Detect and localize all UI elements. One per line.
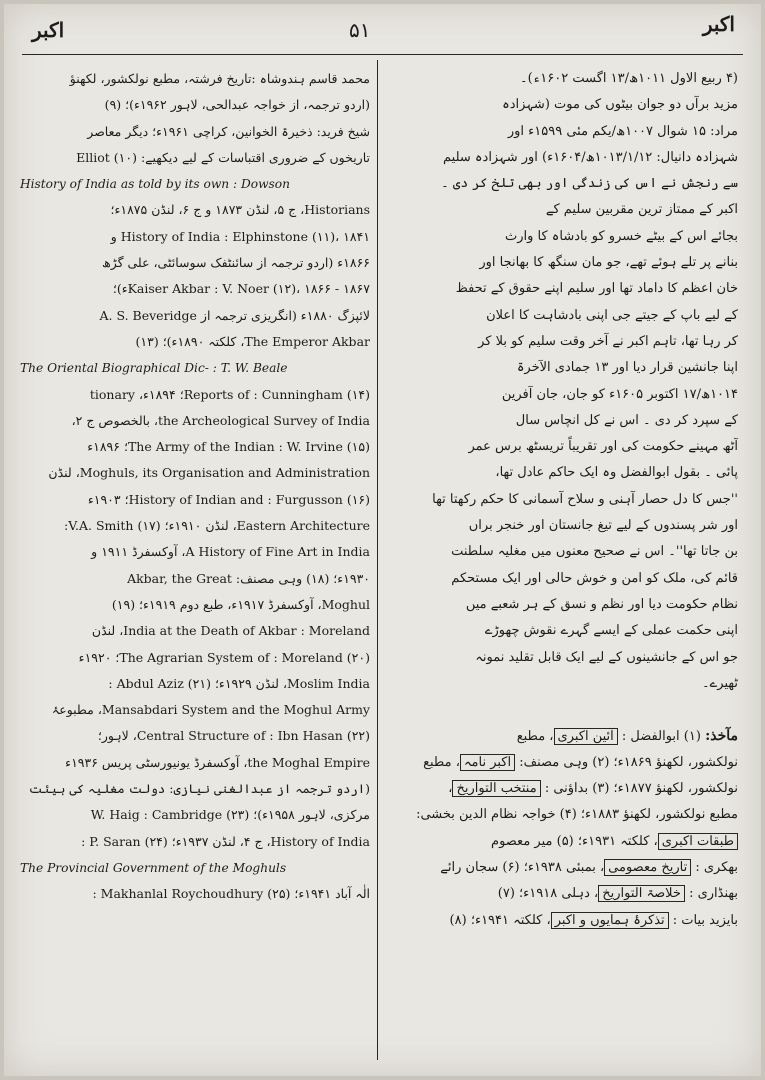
- source-title: آئین اکبری: [554, 728, 618, 745]
- text-line: History of India، ج ۴، لنڈن ۱۹۳۷ء؛ (۲۴) P. Saran :: [81, 833, 370, 849]
- text-line: مراد: ۱۵ شوال ۱۰۰۷ھ/یکم مئی ۱۵۹۹ء اور: [507, 123, 738, 139]
- source-title: تاریخ معصومی: [604, 859, 691, 876]
- text-line: کر رہا تھا، تاہم اکبر نے آخر وقت سلیم کو بلا کر: [478, 333, 738, 349]
- text-line: بنانے پر تلے ہوئے تھے، جو مان سنگھ کا بھانجا اور: [479, 255, 738, 271]
- text-line: History of Indian and : Furgusson (۱۶)؛ ۱۹۰۳ء: [87, 491, 370, 507]
- text-line: The Emperor Akbar، کلکتہ ۱۸۹۰ء)؛ (۱۳): [135, 333, 370, 349]
- text-line: شہزادہ دانیال: ۱۰۱۳/۱/۱۲ھ/۱۶۰۴ء) اور شہزادہ سلیم: [443, 149, 738, 165]
- text-line: لائپزگ ۱۸۸۰ء (انگریزی ترجمہ از A. S. Beveridge: [99, 307, 370, 323]
- source-title: طبقات اکبری: [658, 833, 738, 850]
- source-text: (۱) ابوالفضل :: [621, 729, 701, 745]
- text-line: The Oriental Biographical Dic- : T. W. Beale: [20, 361, 288, 376]
- text-line: بن جاتا تھا''۔ اس نے صحیح معنوں میں مغلیہ سلطنت: [451, 544, 738, 560]
- text-line: بجائے اس کے بیٹے خسرو کو بادشاہ کا وارث: [504, 228, 738, 244]
- sources-line: [388, 776, 738, 802]
- left-column: [20, 66, 370, 1066]
- text-line: ۱۹۳۰ء؛ (۱۸) وہی مصنف: Akbar, the Great: [127, 570, 370, 586]
- source-text: ، مطبع: [516, 729, 554, 745]
- source-text: ، دہلی ۱۹۱۸ء؛ (۷): [497, 886, 599, 902]
- running-header: [4, 4, 761, 56]
- text-line: (اردو ترجمہ، از خواجہ عبدالحی، لاہور ۱۹۶۲ء)؛ (۹): [104, 97, 370, 113]
- header-rule: [22, 54, 743, 55]
- text-line: کے سپرد کر دی ۔ اس نے کل انچاس سال: [515, 412, 738, 428]
- text-line: اور شر پسندوں کے لیے تیغ جانستان اور خنجر براں: [468, 518, 738, 534]
- source-title: خلاصۃ التواریخ: [598, 885, 685, 902]
- text-line: Reports of : Cunningham (۱۴)؛ ۱۸۹۴ء، tionary: [89, 386, 370, 402]
- text-line: History of India as told by its own : Dowson: [20, 177, 290, 192]
- header-right-title: اکبر: [702, 12, 735, 36]
- text-line: شیخ فرید: ذخیرۃ الخوانین، کراچی ۱۹۶۱ء؛ دیگر معاصر: [87, 123, 370, 139]
- text-line: Kaiser Akbar : V. Noer (۱۲)، ۱۸۶۶ - ۱۸۶۷ء)؛: [112, 281, 370, 297]
- source-text: بھنڈاری :: [689, 886, 738, 902]
- text-line: Moslim India، لنڈن ۱۹۲۹ء؛ (۲۱) Abdul Aziz :: [108, 675, 370, 691]
- sources-label: مآخذ:: [705, 728, 738, 745]
- column-divider: [377, 60, 378, 1060]
- page: [4, 4, 761, 1076]
- text-line: Moghuls, its Organisation and Administration، لنڈن: [48, 465, 370, 481]
- source-text: ، بمبئی ۱۹۳۸ء؛ (۶) سجان رائے: [440, 859, 605, 875]
- source-text: بھکری :: [695, 859, 738, 875]
- text-line: (اردو ترجمہ از عبدالغنی نیازی: دولت مغلیہ کی ہیئت: [28, 781, 370, 797]
- sources-line: [388, 908, 738, 934]
- text-line: اکبر کے ممتاز ترین مقربین سلیم کے: [545, 202, 738, 218]
- text-line: خان اعظم کا داماد تھا اور سلیم اپنے حقوق کے تحفظ: [455, 281, 738, 297]
- source-text: نولکشور، لکھنؤ ۱۸۶۹ء؛ (۲) وہی مصنف:: [519, 754, 738, 770]
- text-line: History of India : Elphinstone (۱۱)، ۱۸۴۱ و: [110, 228, 370, 244]
- source-title: تذکرۂ ہمایوں و اکبر: [551, 912, 669, 929]
- text-line: اپنا جانشین قرار دیا اور ۱۳ جمادی الآخرۃ: [516, 360, 738, 376]
- text-line: (۴ ربیع الاول ۱۰۱۱ھ/۱۳ اگست ۱۶۰۲ء)۔: [519, 71, 738, 86]
- source-text: ،: [448, 781, 453, 797]
- text-line: جو اس کے جانشینوں کے لیے ایک قابل تقلید نمونہ: [475, 649, 738, 665]
- text-line: سے رنجش نے اس کی زندگی اور بھی تلخ کر دی ۔: [441, 176, 738, 192]
- sources-line: [388, 750, 738, 776]
- text-line: محمد قاسم ہندوشاہ :تاریخ فرشتہ، مطبع نولکشور، لکھنؤ: [69, 71, 370, 86]
- text-line: Central Structure of : Ibn Hasan (۲۲)، لاہور؛: [97, 728, 370, 744]
- text-line: The Agrarian System of : Moreland (۲۰)؛ ۱۹۲۰ء: [78, 649, 370, 665]
- page-number: ۵۱: [349, 18, 371, 42]
- text-line: مزید برآں دو جوان بیٹوں کی موت (شہزادہ: [502, 97, 738, 113]
- text-line: India at the Death of Akbar : Moreland، لنڈن: [91, 623, 370, 639]
- sources-line: [388, 881, 738, 907]
- text-line: The Army of the Indian : W. Irvine (۱۵)؛ ۱۸۹۶ء: [87, 439, 370, 455]
- text-line: تاریخوں کے ضروری اقتباسات کے لیے دیکھیے: (۱۰) Elliot: [76, 149, 370, 165]
- text-line: کے لیے باپ کے جیتے جی اپنی بادشاہت کا اعلان: [486, 307, 738, 323]
- text-line: اپنی حکمت عملی کے ایسے گہرے نقوش چھوڑے: [484, 623, 738, 639]
- sources-line: مطبع نولکشور، لکھنؤ ۱۸۸۳ء؛ (۴) خواجہ نظام الدین بخشی:: [416, 807, 738, 823]
- text-line: the Archeological Survey of India، بالخصوص ج ۲،: [71, 412, 370, 428]
- right-column: [388, 66, 738, 1066]
- text-line: ٹھیرے۔: [702, 675, 738, 691]
- sources-line: [388, 723, 738, 749]
- text-line: نظام حکومت دیا اور نظم و نسق کے ہر شعبے میں: [465, 596, 738, 612]
- text-line: ۱۰۱۴ھ/۱۷ اکتوبر ۱۶۰۵ء کو جان، جان آفرین: [501, 386, 738, 402]
- source-text: بایزید بیات :: [672, 912, 738, 928]
- text-line: آٹھ مہینے حکومت کی اور تقریباً تریسٹھ برس عمر: [468, 439, 738, 455]
- text-line: مرکزی، لاہور ۱۹۵۸ء)؛ (۲۳) W. Haig : Cambridge: [90, 807, 370, 823]
- source-text: ، کلکتہ ۱۹۳۱ء؛ (۵) میر معصوم: [491, 833, 658, 849]
- text-line: the Moghal Empire، آوکسفرڈ یونیورسٹی پریس ۱۹۳۶ء: [65, 754, 370, 770]
- source-text: نولکشور، لکھنؤ ۱۸۷۷ء؛ (۳) بداؤنی :: [544, 781, 738, 797]
- header-left-title: اکبر: [32, 18, 65, 42]
- text-line: Moghul، آوکسفرڈ ۱۹۱۷ء، طبع دوم ۱۹۱۹ء؛ (۱۹): [111, 596, 370, 612]
- text-line: A History of Fine Art in India، آوکسفرڈ ۱۹۱۱ و: [91, 544, 370, 560]
- sources-line: [388, 855, 738, 881]
- paragraph-gap: [388, 697, 738, 723]
- source-text: ، کلکتہ ۱۹۴۱ء؛ (۸): [449, 912, 551, 928]
- text-line: The Provincial Government of the Moghuls: [20, 860, 287, 875]
- text-line: Mansabdari System and the Moghul Army، مطبوعۂ: [51, 702, 370, 718]
- text-line: Eastern Architecture، لنڈن ۱۹۱۰ء؛ (۱۷) V.A. Smith:: [63, 518, 370, 534]
- text-line: Historians، ج ۵، لنڈن ۱۸۷۳ و ج ۶، لنڈن ۱۸۷۵ء؛: [110, 202, 370, 218]
- source-text: ، مطبع: [423, 754, 460, 770]
- text-line: قائم کی، ملک کو امن و خوش حالی اور ایک مستحکم: [451, 570, 738, 586]
- text-line: ''جس کا دل حصار آہنی و سلاح آسمانی کا حکم رکھتا تھا: [432, 491, 738, 507]
- source-title: اکبر نامہ: [460, 754, 515, 771]
- text-line: پائی ۔ بقول ابوالفضل وہ ایک حاکم عادل تھا،: [495, 465, 738, 481]
- text-line: الٰہ آباد ۱۹۴۱ء؛ (۲۵) Makhanlal Roychoudhury :: [92, 886, 370, 902]
- source-title: منتخب التواریخ: [452, 780, 540, 797]
- text-line: ۱۸۶۶ء (اردو ترجمہ از سائنٹفک سوسائٹی، علی گڑھ: [101, 255, 370, 271]
- sources-line: [388, 829, 738, 855]
